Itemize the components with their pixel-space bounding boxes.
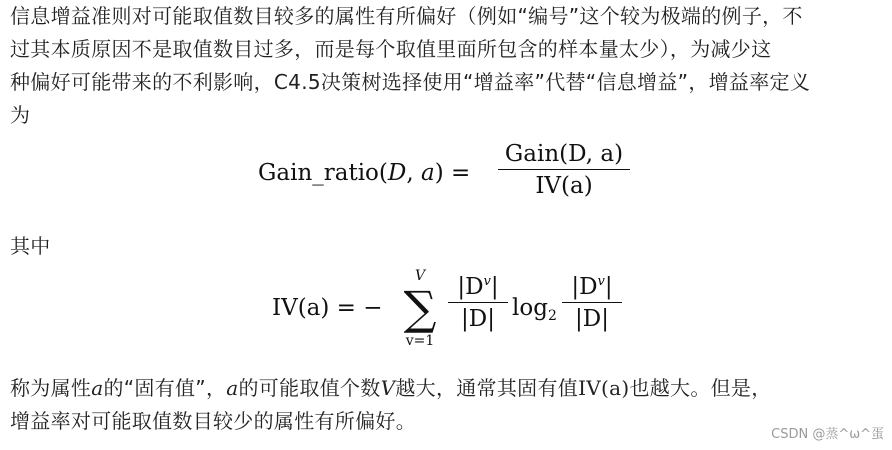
summation-upper-limit: V	[414, 268, 426, 284]
variable-a: a	[91, 376, 104, 400]
text-segment: 也越大。但是，	[629, 376, 772, 400]
denominator: |D|	[461, 306, 495, 332]
text-line: 种偏好可能带来的不利影响，C4.5决策树选择使用“增益率”代替“信息增益”，增益率定义	[10, 70, 811, 94]
equation-lhs	[258, 160, 470, 186]
fraction	[562, 274, 622, 332]
numerator-close: |	[604, 274, 613, 300]
text-line	[10, 372, 882, 405]
paragraph-intro	[10, 0, 882, 132]
numerator: Gain(D, a)	[504, 141, 624, 167]
text-segment: 越大，通常其固有值	[395, 376, 579, 400]
summation-lower-limit: v=1	[405, 333, 435, 349]
log-term	[512, 295, 557, 324]
superscript: v	[597, 274, 605, 289]
variable-a: a	[420, 160, 435, 186]
variable-V: V	[380, 376, 396, 400]
summation	[398, 268, 442, 350]
sigma-symbol: ∑	[403, 281, 437, 335]
variable-D: D	[387, 160, 407, 186]
text-segment: 的可能取值个数	[238, 376, 381, 400]
comma: ,	[406, 160, 421, 186]
equals-sign: ) =	[434, 160, 471, 186]
watermark: CSDN @蒸^ω^蛋	[771, 427, 884, 442]
text-line: 信息增益准则对可能取值数目较多的属性有所偏好（例如“编号”这个较为极端的例子，不	[10, 4, 803, 28]
equation-lhs-name: Gain_ratio(	[258, 160, 388, 186]
equation-lhs: IV(a) = −	[272, 295, 383, 321]
text-line: 为	[10, 103, 31, 127]
log-base: 2	[547, 308, 557, 324]
denominator: |D|	[575, 306, 609, 332]
superscript: v	[483, 274, 491, 289]
log-text: log	[512, 295, 548, 321]
fraction	[498, 141, 630, 199]
paragraph-conclusion	[10, 372, 882, 438]
fraction-bar	[448, 302, 508, 303]
variable-a: a	[226, 376, 239, 400]
fraction	[448, 274, 508, 332]
numerator	[448, 274, 508, 300]
text-line: 增益率对可能取值数目较少的属性有所偏好。	[10, 409, 416, 433]
text-segment: 的“固有值”，	[103, 376, 227, 400]
inline-math: IV(a)	[578, 376, 630, 400]
numerator-text: |D	[457, 274, 484, 300]
numerator	[562, 274, 622, 300]
fraction-bar	[498, 169, 630, 170]
numerator-close: |	[490, 274, 499, 300]
text-segment: 称为属性	[10, 376, 92, 400]
equation-intrinsic-value	[272, 268, 652, 363]
text-line: 过其本质原因不是取值数目过多，而是每个取值里面所包含的样本量太少），为减少这	[10, 37, 772, 61]
numerator-text: |D	[571, 274, 598, 300]
text-line: 其中	[10, 234, 51, 258]
paragraph-where	[10, 230, 882, 263]
denominator: IV(a)	[535, 173, 593, 199]
fraction-bar	[562, 302, 622, 303]
